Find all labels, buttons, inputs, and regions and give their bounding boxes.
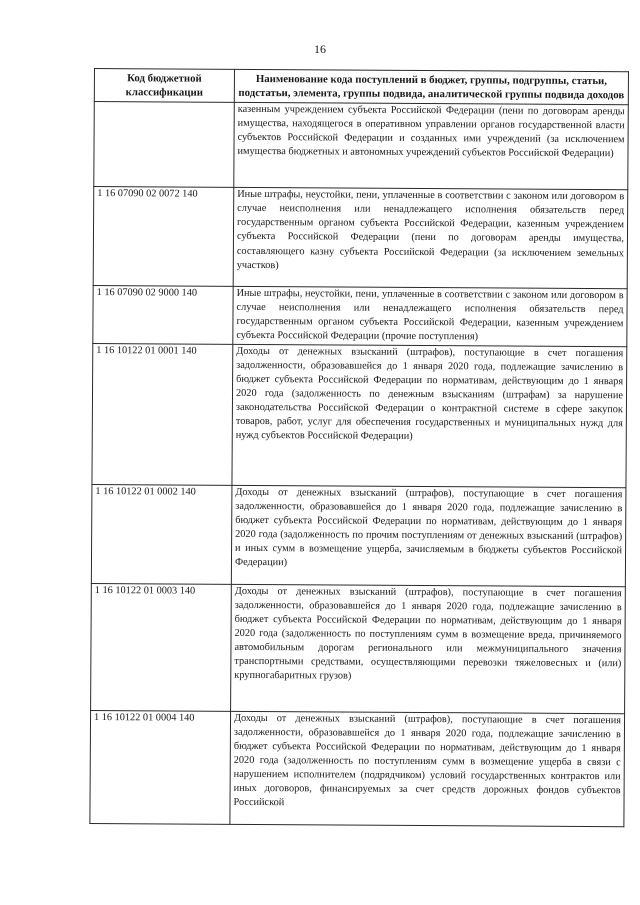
- row-name: Доходы от денежных взысканий (штрафов), поступающие в счет погашения задолженности, образовавшейся до 1 января 2020 года, подлежащие зачислению в бюджет субъекта Российской Федерации по нормативам, действующим до 1 января 2020 года (задолженность по денежным взысканиям (штрафам) за нарушение законодательства Российской Федерации о контрактной системе в сфере закупок товаров, работ, услуг для обеспечения государственных и муниципальных нужд для нужд субъектов Российской Федерации): [232, 344, 627, 487]
- row-code: 1 16 07090 02 9000 140: [93, 286, 233, 344]
- row-name: Иные штрафы, неустойки, пени, уплаченные в соответствии с законом или договором в случае неисполнения или ненадлежащего исполнения обязательств перед государственным органом субъекта Российской Федерации, казенным учреждением субъекта Российской Федерации (пени по договорам аренды имущества, составляющего казну субъекта Российской Федерации (за исключением земельных участков): [233, 188, 628, 289]
- row-code: 1 16 07090 02 0072 140: [93, 187, 234, 287]
- row-code: 1 16 10122 01 0004 140: [90, 710, 231, 824]
- table-row: [94, 102, 629, 190]
- table-row: [90, 710, 625, 826]
- row-code: 1 16 10122 01 0002 140: [91, 484, 232, 584]
- budget-classification-table: [89, 68, 629, 827]
- row-name: казенным учреждением субъекта Российской Федерации (пени по договорам аренды имущества, находящегося в оперативном управлении органов государственной власти субъектов Российской Федерации и созданных ими учреждений (за исключением имущества бюджетных и автономных учреждений субъектов Российской Федерации): [234, 103, 629, 190]
- table-header-row: [94, 69, 628, 105]
- row-name: Иные штрафы, неустойки, пени, уплаченные в соответствии с законом или договором в случае неисполнения или ненадлежащего исполнения обязательств перед государственным органом субъекта Российской Федерации, казенным учреждением субъекта Российской Федерации (прочие поступления): [233, 287, 627, 347]
- table-row: [91, 583, 626, 713]
- page-number: 16: [314, 42, 326, 56]
- row-code: [94, 102, 235, 188]
- table-row: [91, 484, 626, 586]
- row-name: Доходы от денежных взысканий (штрафов), поступающие в счет погашения задолженности, образовавшейся до 1 января 2020 года, подлежащие зачислению в бюджет субъекта Российской Федерации по нормативам, действующим до 1 января 2020 года (задолженность по поступлениям сумм в возмещение ущерба в связи с нарушением исполнителем (подрядчиком) условий государственных контрактов или иных договоров, финансируемых за счет средств дорожных фондов субъектов Российской: [230, 711, 625, 826]
- row-code: 1 16 10122 01 0001 140: [92, 343, 233, 485]
- table-row: [93, 286, 627, 347]
- header-name-column: Наименование кода поступлений в бюджет, группы, подгруппы, статьи, подстатьи, элемента, группы подвида, аналитической группы подвида доходов: [234, 69, 628, 105]
- table-row: [93, 187, 628, 289]
- row-name: Доходы от денежных взысканий (штрафов), поступающие в счет погашения задолженности, образовавшейся до 1 января 2020 года, подлежащие зачислению в бюджет субъекта Российской Федерации по нормативам, действующим до 1 января 2020 года (задолженность по поступлениям сумм в возмещение вреда, причиняемого автомобильным дорогам регионального или межмуниципального значения транспортными средствами, осуществляющими перевозки тяжеловесных и (или) крупногабаритных грузов): [231, 584, 626, 713]
- table-row: [92, 343, 627, 487]
- row-code: 1 16 10122 01 0003 140: [91, 583, 232, 711]
- row-name: Доходы от денежных взысканий (штрафов), поступающие в счет погашения задолженности, образовавшейся до 1 января 2020 года, подлежащие зачислению в бюджет субъекта Российской Федерации по нормативам, действующим до 1 января 2020 года (задолженность по прочим поступлениям от денежных взысканий (штрафов) и иных сумм в возмещение ущерба, зачисляемым в бюджеты субъектов Российской Федерации): [231, 485, 626, 586]
- header-code-column: Код бюджетной классификации: [94, 69, 234, 103]
